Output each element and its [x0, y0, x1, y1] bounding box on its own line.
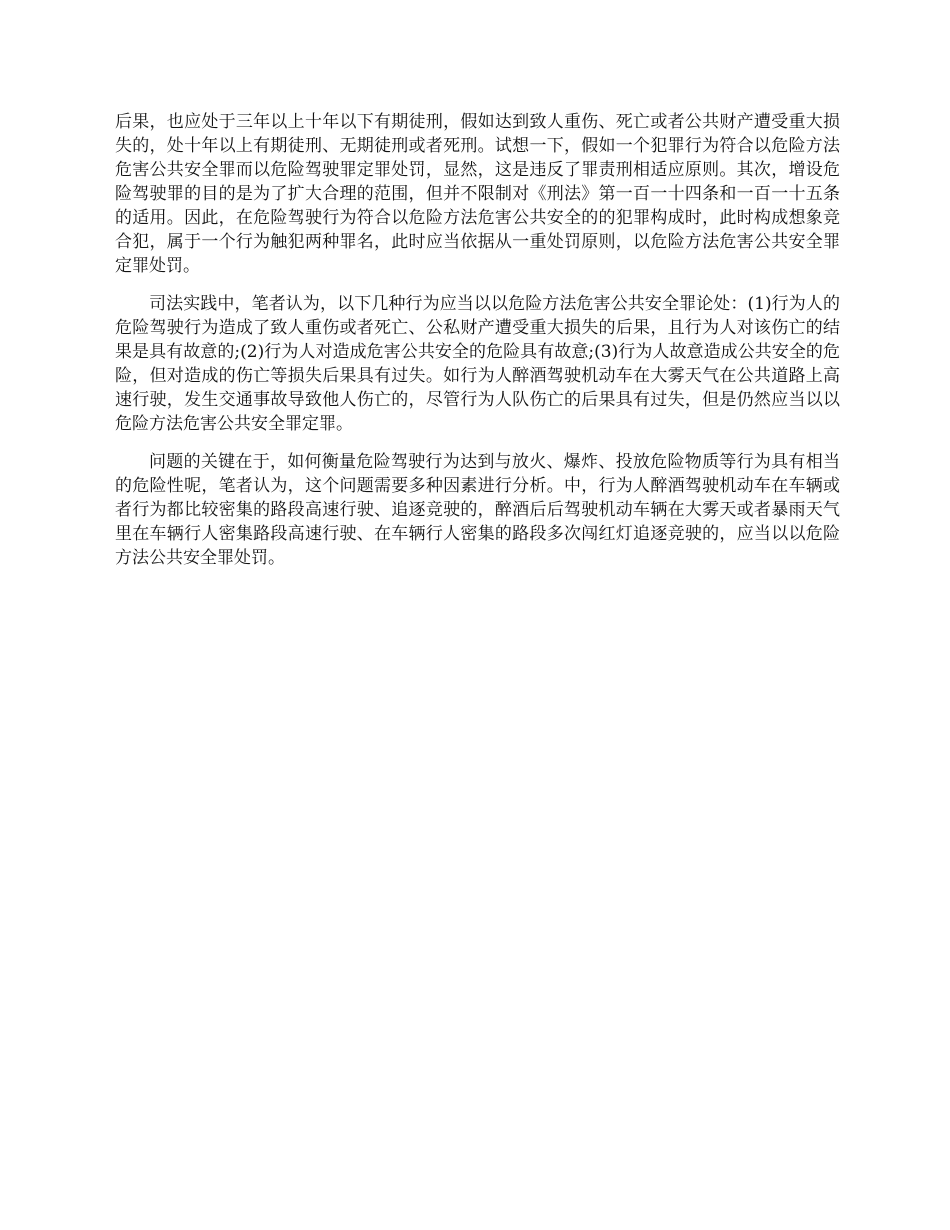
paragraph-1: 后果，也应处于三年以上十年以下有期徒刑，假如达到致人重伤、死亡或者公共财产遭受重大损失的，处十年以上有期徒刑、无期徒刑或者死刑。试想一下，假如一个犯罪行为符合以危险方法危害公共安全罪而以危险驾驶罪定罪处罚，显然，这是违反了罪责刑相适应原则。其次，增设危险驾驶罪的目的是为了扩大合理的范围，但并不限制对《刑法》第一百一十四条和一百一十五条的适用。因此，在危险驾驶行为符合以危险方法危害公共安全的的犯罪构成时，此时构成想象竞合犯，属于一个行为触犯两种罪名，此时应当依据从一重处罚原则，以危险方法危害公共安全罪定罪处罚。: [115, 112, 840, 276]
paragraph-3: 问题的关键在于，如何衡量危险驾驶行为达到与放火、爆炸、投放危险物质等行为具有相当的危险性呢，笔者认为，这个问题需要多种因素进行分析。中，行为人醉酒驾驶机动车在车辆或者行为都比较密集的路段高速行驶、追逐竞驶的，醉酒后后驾驶机动车辆在大雾天或者暴雨天气里在车辆行人密集路段高速行驶、在车辆行人密集的路段多次闯红灯追逐竞驶的，应当以以危险方法公共安全罪处罚。: [115, 452, 840, 568]
document-body: [115, 110, 840, 584]
paragraph-2: 司法实践中，笔者认为，以下几种行为应当以以危险方法危害公共安全罪论处：(1)行为人的危险驾驶行为造成了致人重伤或者死亡、公私财产遭受重大损失的后果，且行为人对该伤亡的结果是具有故意的;(2)行为人对造成危害公共安全的危险具有故意;(3)行为人故意造成公共安全的危险，但对造成的伤亡等损失后果具有过失。如行为人醉酒驾驶机动车在大雾天气在公共道路上高速行驶，发生交通事故导致他人伤亡的，尽管行为人队伤亡的后果具有过失，但是仍然应当以以危险方法危害公共安全罪定罪。: [115, 294, 840, 434]
